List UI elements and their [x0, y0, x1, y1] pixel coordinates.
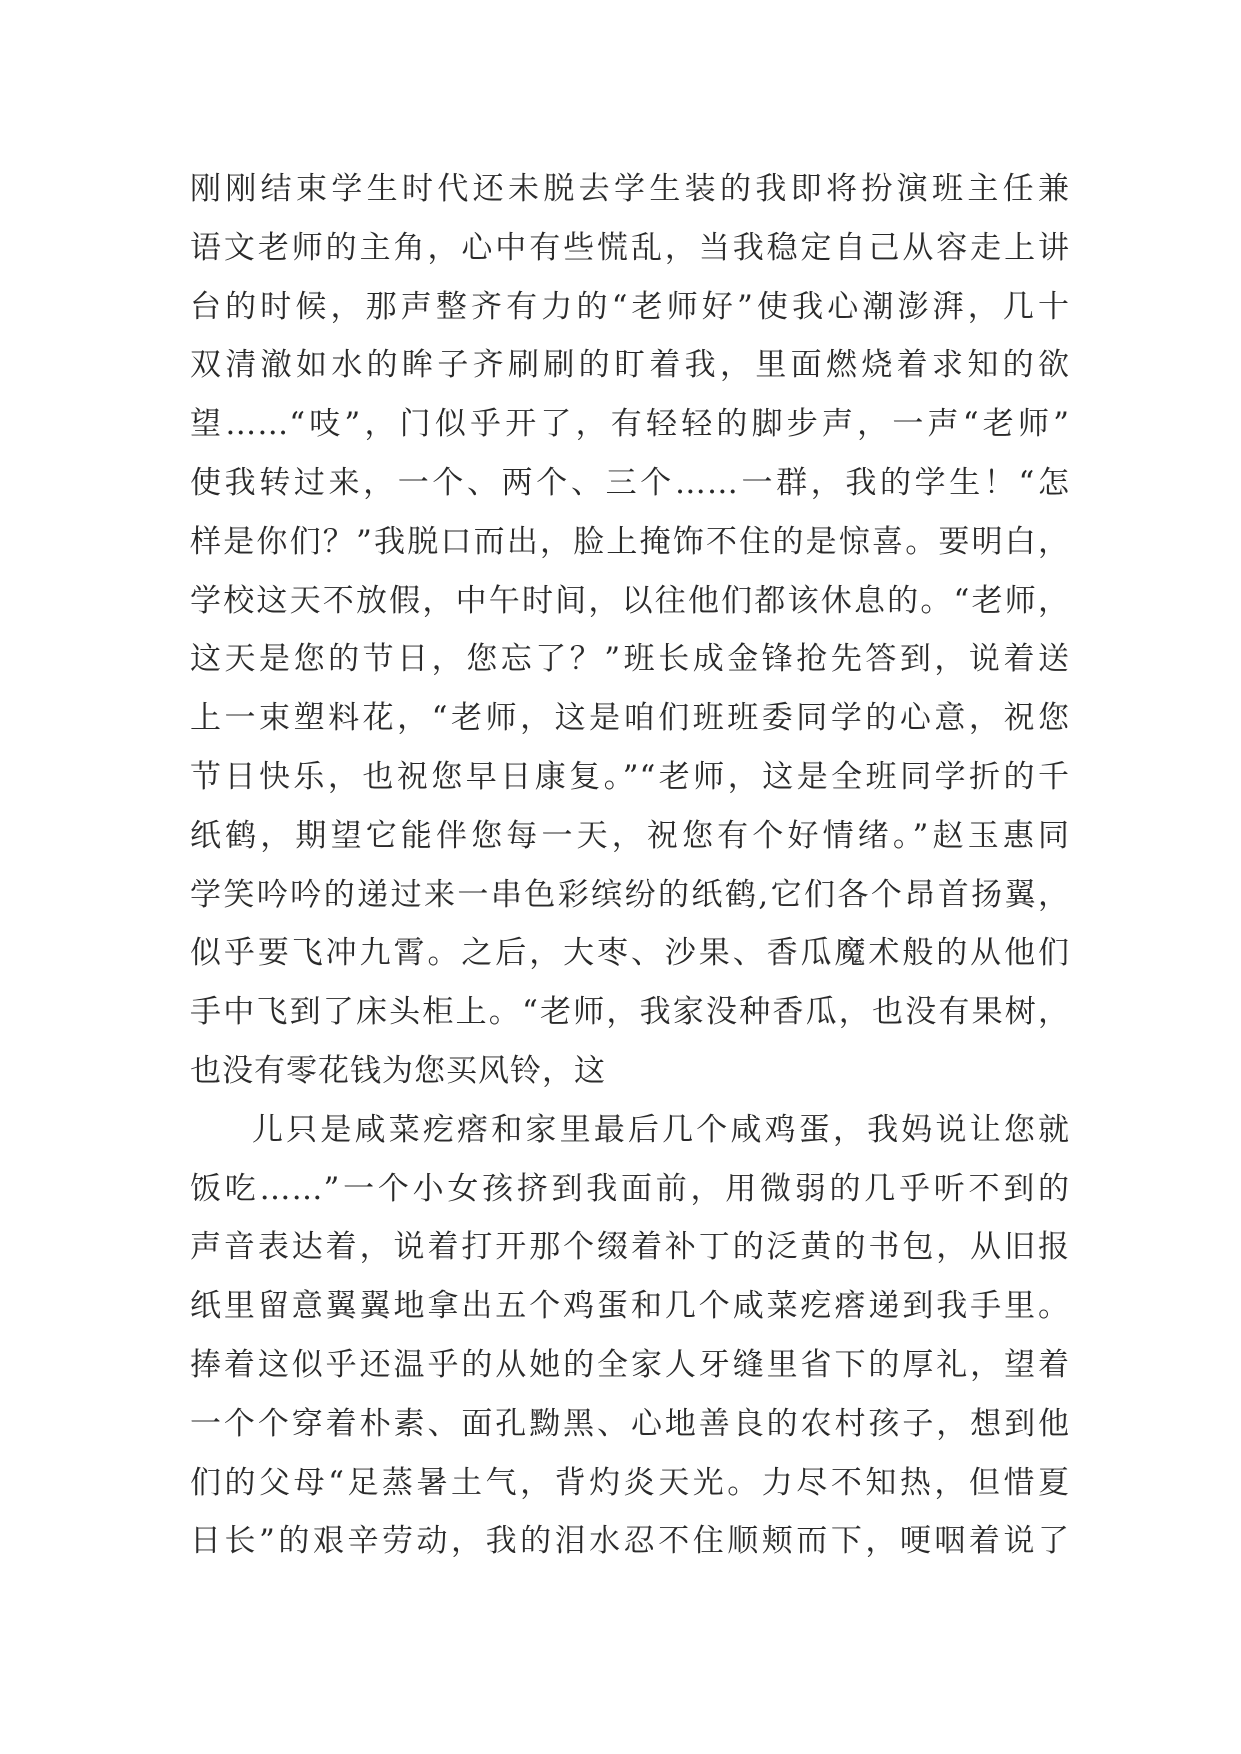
text-line: 声音表达着，说着打开那个缀着补丁的泛黄的书包，从旧报 [190, 1229, 1070, 1266]
text-line: 纸里留意翼翼地拿出五个鸡蛋和几个咸菜疙瘩递到我手里。 [190, 1288, 1070, 1325]
text-line: 使我转过来，一个、两个、三个……一群，我的学生！“怎 [190, 464, 1070, 501]
text-line: 双清澈如水的眸子齐刷刷的盯着我，里面燃烧着求知的欲 [190, 347, 1070, 384]
text-line: 一个个穿着朴素、面孔黝黑、心地善良的农村孩子，想到他 [190, 1405, 1070, 1442]
text-line: 刚刚结束学生时代还未脱去学生装的我即将扮演班主任兼 [190, 171, 1070, 207]
text-line: 这天是您的节日，您忘了？”班长成金锋抢先答到，说着送 [190, 641, 1070, 678]
text-line: 语文老师的主角，心中有些慌乱，当我稳定自己从容走上讲 [190, 229, 1070, 266]
text-line: 台的时候，那声整齐有力的“老师好”使我心潮澎湃，几十 [190, 288, 1070, 325]
text-line: 手中飞到了床头柜上。“老师，我家没种香瓜，也没有果树， [190, 994, 1070, 1031]
text-line-paragraph-start: 儿只是咸菜疙瘩和家里最后几个咸鸡蛋，我妈说让您就 [252, 1111, 1070, 1148]
text-line: 们的父母“足蒸暑土气，背灼炎天光。力尽不知热，但惜夏 [190, 1464, 1070, 1501]
text-line: 上一束塑料花，“老师，这是咱们班班委同学的心意，祝您 [190, 700, 1070, 737]
text-line: 日长”的艰辛劳动，我的泪水忍不住顺颊而下，哽咽着说了 [190, 1523, 1070, 1560]
text-line: 望……“吱”，门似乎开了，有轻轻的脚步声，一声“老师” [190, 406, 1070, 443]
text-line: 纸鹤，期望它能伴您每一天，祝您有个好情绪。”赵玉惠同 [190, 817, 1070, 854]
text-line: 似乎要飞冲九霄。之后，大枣、沙果、香瓜魔术般的从他们 [190, 935, 1070, 972]
text-line: 学校这天不放假，中午时间，以往他们都该休息的。“老师， [190, 582, 1070, 619]
text-line-paragraph-end: 也没有零花钱为您买风铃，这 [190, 1052, 606, 1089]
body-text [190, 160, 1070, 1571]
text-line: 学笑吟吟的递过来一串色彩缤纷的纸鹤,它们各个昂首扬翼， [190, 876, 1070, 913]
text-line: 节日快乐，也祝您早日康复。”“老师，这是全班同学折的千 [190, 758, 1070, 795]
text-line: 样是你们？”我脱口而出，脸上掩饰不住的是惊喜。要明白， [190, 523, 1070, 560]
text-line: 饭吃……”一个小女孩挤到我面前，用微弱的几乎听不到的 [190, 1170, 1070, 1207]
text-line: 捧着这似乎还温乎的从她的全家人牙缝里省下的厚礼，望着 [190, 1346, 1070, 1383]
